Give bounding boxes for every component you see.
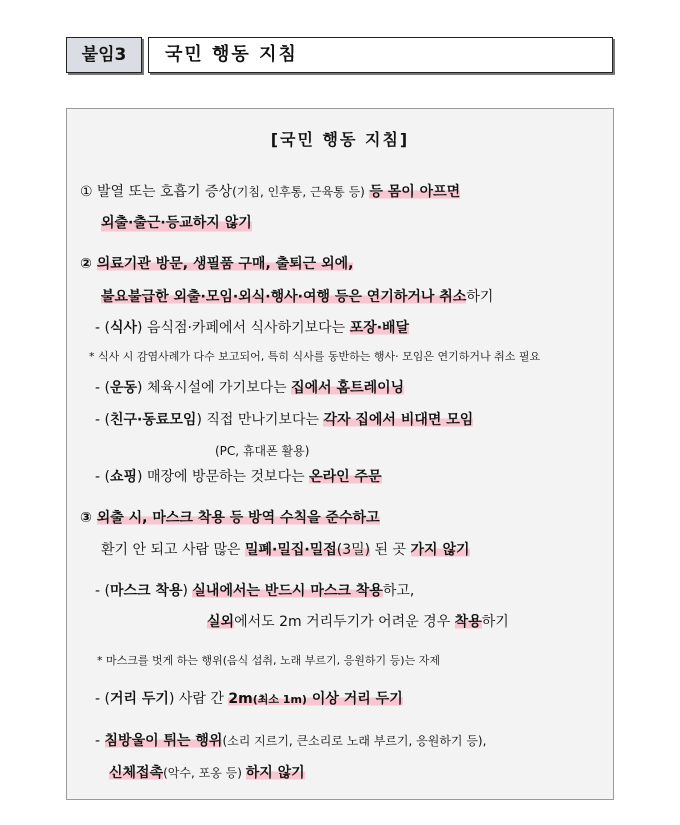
item-emphasis: 각자 집에서 비대면 모임	[323, 412, 474, 428]
dash: - (	[95, 469, 110, 485]
item-emphasis: 온라인 주문	[309, 469, 382, 485]
item-label: 거리 두기	[109, 691, 169, 707]
attachment-badge: 붙임3	[66, 37, 142, 73]
item-paren: (소리 지르기, 큰소리로 노래 부르기, 응원하기 등),	[222, 734, 487, 748]
item-text: 음식점·카페에서 식사하기보다는	[146, 320, 350, 336]
item-tail: 하기	[481, 614, 509, 630]
dash: - (	[95, 320, 110, 336]
item-emphasis: 이상 거리 두기	[306, 691, 403, 707]
item-label: 친구·동료모임	[109, 412, 197, 428]
list-item-shopping	[95, 467, 382, 487]
emphasis: 밀폐·밀집·밀접	[244, 542, 337, 558]
item-emphasis: 실외	[207, 614, 235, 630]
item-paren: (악수, 포옹 등)	[163, 766, 246, 780]
item-tail: 하고,	[382, 583, 415, 599]
section-3-heading: 외출 시, 마스크 착용 등 방역 수칙을 준수하고	[96, 510, 380, 526]
section-3-line-1	[80, 508, 380, 528]
item-emphasis: 착용	[454, 614, 482, 630]
list-item-mask-line-2	[207, 612, 509, 632]
paren-close: )	[137, 320, 147, 336]
list-item-meal	[95, 318, 409, 338]
section-3-line-2	[101, 540, 470, 560]
item-label: 마스크 착용	[109, 583, 183, 599]
section-2-line-1	[80, 254, 353, 274]
dash: - (	[95, 412, 110, 428]
section-1-line-1	[80, 182, 460, 202]
section-1-text: 발열 또는 호흡기 증상	[97, 184, 233, 200]
paren-close: )	[137, 469, 147, 485]
section-2-number: ②	[80, 256, 92, 272]
section-1-line-2: 외출·출근·등교하지 않기	[101, 215, 252, 231]
item-text: 체육시설에 가기보다는	[146, 380, 292, 396]
section-2-heading: 의료기관 방문, 생필품 구매, 출퇴근 외에,	[96, 256, 354, 272]
paren-close: )	[182, 583, 193, 599]
section-1-number: ①	[80, 184, 93, 200]
section-3-number: ③	[80, 510, 92, 526]
item-emphasis: 집에서 홈트레이닝	[291, 380, 405, 396]
item-text: 사람 간	[178, 691, 229, 707]
section-2-line-2	[101, 287, 493, 307]
section-2-emphasis: 불요불급한 외출·모임·외식·행사·여행 등은 연기하거나 취소	[101, 289, 467, 305]
item-emphasis: 2m	[228, 691, 253, 707]
section-2-tail: 하기	[466, 289, 494, 305]
dash: - (	[95, 380, 110, 396]
item-text: 에서도 2m 거리두기가 어려운 경우	[234, 614, 455, 630]
text: 된 곳	[370, 542, 411, 558]
item-emphasis: 침방울이 튀는 행위	[104, 733, 223, 749]
text: 환기 안 되고 사람 많은	[101, 542, 245, 558]
item-label: 운동	[109, 380, 138, 396]
paren-close: )	[168, 691, 179, 707]
dash: - (	[95, 583, 110, 599]
item-text: 매장에 방문하는 것보다는	[146, 469, 310, 485]
section-1-emphasis: 등 몸이 아프면	[369, 184, 461, 200]
item-emphasis: 실내에서는 반드시 마스크 착용	[192, 583, 383, 599]
paren-close: )	[196, 412, 207, 428]
guideline-panel	[66, 108, 614, 800]
list-item-mask	[95, 581, 414, 601]
section-1-paren: (기침, 인후통, 근육통 등)	[232, 185, 365, 199]
list-item-droplets	[95, 731, 486, 751]
list-item-distance	[95, 689, 403, 710]
item-emphasis: 포장·배달	[349, 320, 410, 336]
pc-note: (PC, 휴대폰 활용)	[215, 444, 310, 458]
list-item-exercise	[95, 378, 404, 398]
item-label: 식사	[109, 320, 138, 336]
mask-note: * 마스크를 벗게 하는 행위(음식 섭취, 노래 부르기, 응원하기 등)는 자제	[97, 654, 440, 667]
item-emphasis-small: (최소 1m)	[252, 693, 307, 706]
panel-title: [국민 행동 지침]	[270, 130, 410, 149]
list-item-droplets-line-2	[109, 763, 305, 783]
paren-close: )	[137, 380, 147, 396]
list-item-meeting	[95, 410, 473, 430]
item-label: 쇼핑	[109, 469, 138, 485]
attachment-header	[66, 37, 613, 73]
page-title: 국민 행동 지침	[148, 37, 613, 73]
dash: - (	[95, 691, 110, 707]
item-emphasis: 신체접촉	[109, 765, 164, 781]
emphasis: 가지 않기	[410, 542, 470, 558]
item-text: 직접 만나기보다는	[206, 412, 324, 428]
paren: (3밀)	[336, 542, 371, 558]
dash: -	[95, 733, 105, 749]
item-emphasis: 하지 않기	[245, 765, 305, 781]
meal-note: * 식사 시 감염사례가 다수 보고되어, 특히 식사를 동반하는 행사· 모임은 연기하거나 취소 필요	[89, 350, 541, 363]
